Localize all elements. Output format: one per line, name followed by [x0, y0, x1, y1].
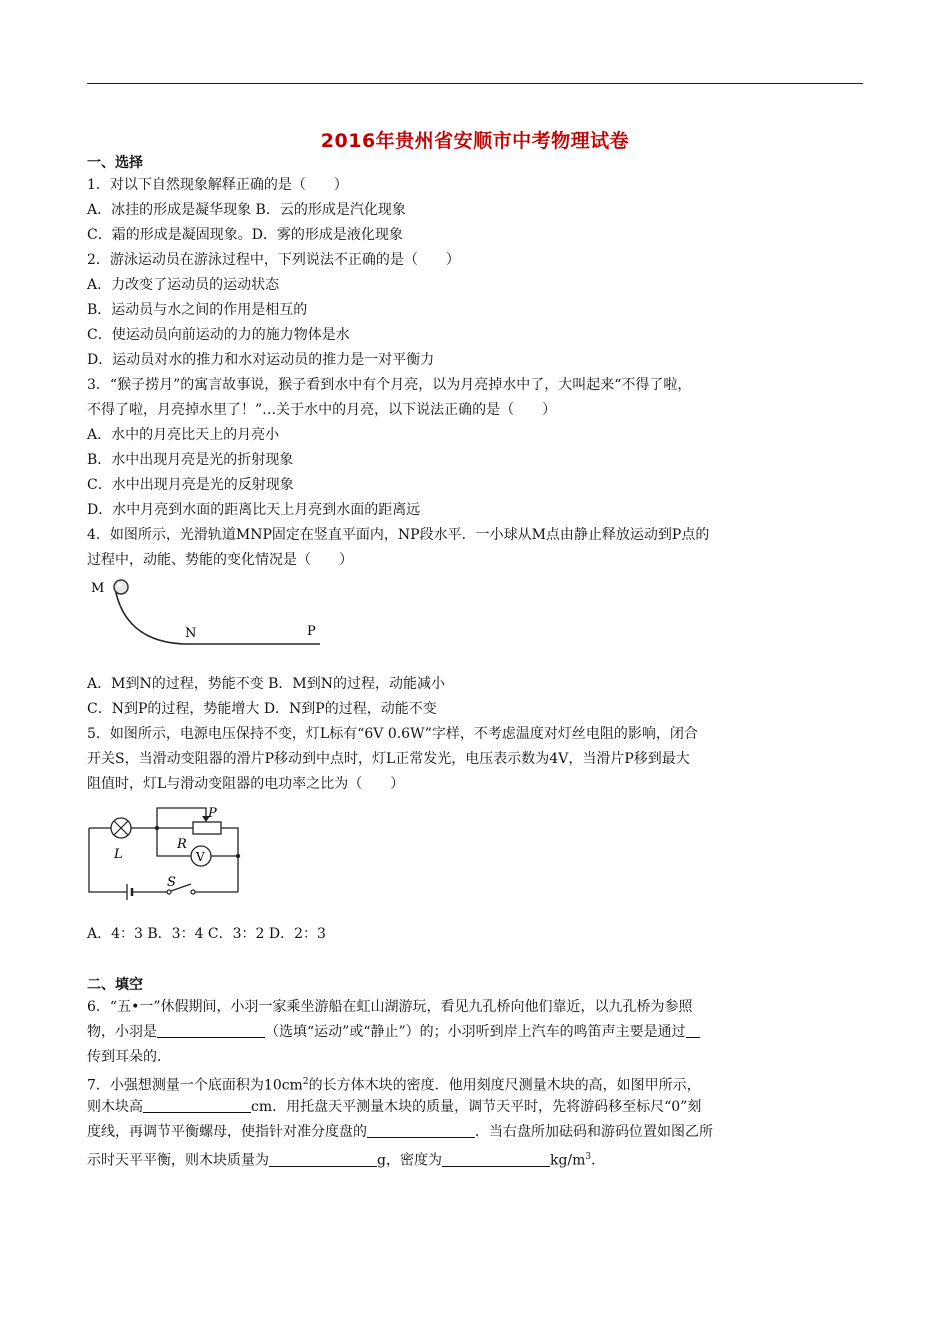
q7-line2: 则木块高 cm．用托盘天平测量木块的质量，调节天平时，先将游码移至标尺“0”刻 [87, 1099, 702, 1115]
q3-stem-line2: 不得了啦，月亮掉水里了！”…关于水中的月亮，以下说法正确的是（ ） [87, 402, 557, 418]
q7-line1: 7．小强想测量一个底面积为$10cm^2$的长方体木块的密度．他用刻度尺测量木块的高，如图甲所示， [87, 1077, 701, 1094]
answer-blank[interactable] [367, 1123, 475, 1138]
q5-stem-line2: 开关S，当滑动变阻器的滑片P移动到中点时，灯L正常发光，电压表示数为4V，当滑片P移到最大 [87, 751, 690, 767]
section-heading-fill: 二、填空 [87, 977, 143, 993]
track-diagram [85, 574, 325, 654]
battery-icon [127, 884, 132, 900]
answer-blank[interactable] [143, 1098, 251, 1113]
q6-line1: 6．“五•一”休假期间，小羽一家乘坐游船在虹山湖游玩，看见九孔桥向他们靠近，以九孔桥为参照 [87, 999, 693, 1015]
answer-blank[interactable] [157, 1023, 265, 1038]
q3-option-c: C．水中出现月亮是光的反射现象 [87, 477, 294, 493]
label-l: L [114, 847, 123, 862]
q1-options-ab: A．冰挂的形成是凝华现象 B．云的形成是汽化现象 [87, 202, 406, 218]
q2-option-d: D．运动员对水的推力和水对运动员的推力是一对平衡力 [87, 352, 435, 368]
label-n: N [185, 626, 197, 641]
q3-option-d: D．水中月亮到水面的距离比天上月亮到水面的距离远 [87, 502, 421, 518]
ball-icon [114, 580, 128, 594]
q5-stem-line1: 5．如图所示，电源电压保持不变，灯L标有“6V 0.6W”字样，不考虑温度对灯丝电阻的影响，闭合 [87, 726, 698, 742]
q3-option-a: A．水中的月亮比天上的月亮小 [87, 427, 280, 443]
section-heading-choice: 一、选择 [87, 155, 143, 171]
q2-option-b: B．运动员与水之间的作用是相互的 [87, 302, 308, 318]
q3-stem-line1: 3．“猴子捞月”的寓言故事说，猴子看到水中有个月亮，以为月亮掉水中了，大叫起来“不得了啦， [87, 377, 692, 393]
q2-option-a: A．力改变了运动员的运动状态 [87, 277, 280, 293]
answer-blank[interactable] [442, 1152, 550, 1167]
q5-options: A．4：3 B．3：4 C．3：2 D．2：3 [87, 926, 326, 942]
rheostat-icon [193, 822, 221, 834]
answer-blank[interactable] [269, 1152, 377, 1167]
page-title: 2016年贵州省安顺市中考物理试卷 [320, 130, 630, 152]
q2-option-c: C．使运动员向前运动的力的施力物体是水 [87, 327, 350, 343]
q4-stem-line1: 4．如图所示，光滑轨道MNP固定在竖直平面内，NP段水平．一小球从M点由静止释放运动到P点的 [87, 527, 710, 543]
q6-line3: 传到耳朵的． [87, 1049, 171, 1065]
q5-stem-line3: 阻值时，灯L与滑动变阻器的电功率之比为（ ） [87, 776, 405, 792]
q2-stem: 2．游泳运动员在游泳过程中，下列说法不正确的是（ ） [87, 252, 460, 268]
label-v: V [196, 850, 205, 864]
q4-options-ab: A．M到N的过程，势能不变 B．M到N的过程，动能减小 [87, 676, 446, 692]
q1-stem: 1．对以下自然现象解释正确的是（ ） [87, 177, 348, 193]
q4-stem-line2: 过程中，动能、势能的变化情况是（ ） [87, 552, 353, 568]
label-p: P [208, 806, 217, 821]
q7-line4: 示时天平平衡，则木块质量为 g，密度为 $kg/m^3$． [87, 1152, 606, 1169]
q3-option-b: B．水中出现月亮是光的折射现象 [87, 452, 294, 468]
track-curve [115, 588, 320, 644]
circuit-diagram [85, 800, 245, 900]
label-m: M [91, 581, 105, 596]
header-rule [87, 83, 863, 84]
q1-options-cd: C．霜的形成是凝固现象。D．雾的形成是液化现象 [87, 227, 403, 243]
q7-line3: 度线，再调节平衡螺母，使指针对准分度盘的 ．当右盘所加砝码和游码位置如图乙所 [87, 1124, 713, 1140]
q4-options-cd: C．N到P的过程，势能增大 D．N到P的过程，动能不变 [87, 701, 437, 717]
answer-blank[interactable] [686, 1023, 700, 1038]
label-s: S [167, 875, 176, 890]
label-p: P [307, 624, 316, 639]
q6-line2: 物，小羽是 （选填“运动”或“静止”）的；小羽听到岸上汽车的鸣笛声主要是通过 [87, 1022, 700, 1042]
label-r: R [177, 837, 187, 852]
lamp-icon [111, 818, 131, 838]
